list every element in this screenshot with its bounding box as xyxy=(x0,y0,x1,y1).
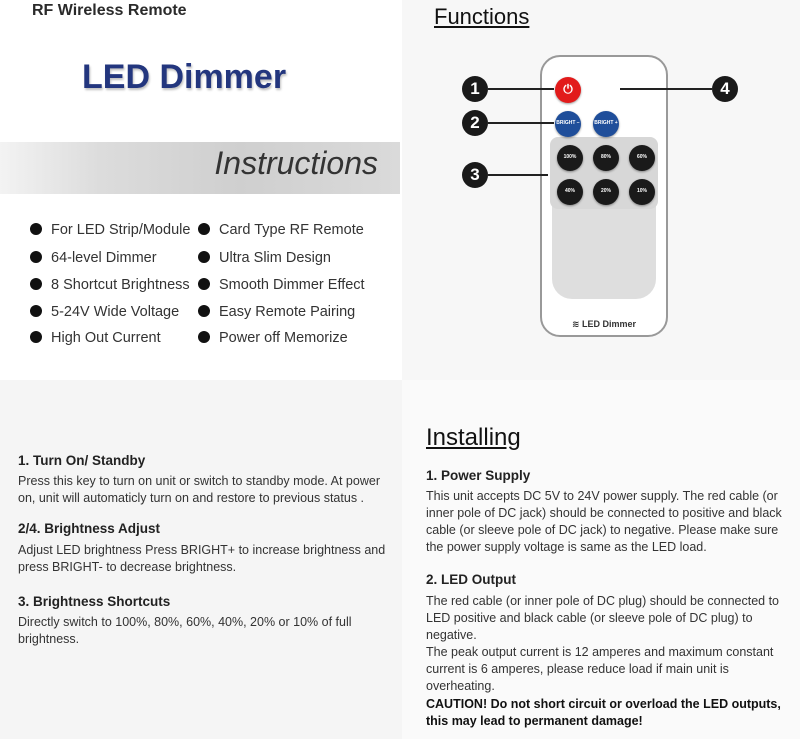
callout-2: 2 xyxy=(462,110,488,136)
feature-item: Easy Remote Pairing xyxy=(198,304,355,320)
callout-line-4 xyxy=(620,88,712,90)
feature-item: 5-24V Wide Voltage xyxy=(30,304,179,320)
power-supply-body: This unit accepts DC 5V to 24V power supply. The red cable (or inner pole of DC jack) should be connected to positive and black cable (or sleeve pole of DC jack) to negative. Please make sure the power supply voltage is same as the LED load. xyxy=(426,489,782,554)
installing-panel xyxy=(402,380,800,739)
functions-title: Functions xyxy=(434,4,530,29)
feature-item: 8 Shortcut Brightness xyxy=(30,277,190,293)
level-10-button: 10% xyxy=(629,179,655,205)
intro-panel xyxy=(0,0,400,380)
feature-item: 64-level Dimmer xyxy=(30,250,157,266)
brightness-adjust-title: 2/4. Brightness Adjust xyxy=(18,521,161,536)
level-60-button: 60% xyxy=(629,145,655,171)
installing-title: Installing xyxy=(426,424,521,451)
turn-on-title: 1. Turn On/ Standby xyxy=(18,453,146,468)
feature-item: Power off Memorize xyxy=(198,330,348,346)
brand-title: RF Wireless Remote xyxy=(32,2,187,19)
bright-minus-button: BRIGHT − xyxy=(555,111,581,137)
callout-line-2 xyxy=(488,122,554,124)
led-output-body-1: The red cable (or inner pole of DC plug) should be connected to LED positive and black cable (or sleeve pole of DC plug) to negative. xyxy=(426,594,779,642)
led-output-body-2: The peak output current is 12 amperes and maximum constant current is 6 amperes, please reduce load if main unit is overheating. xyxy=(426,645,774,693)
level-80-button: 80% xyxy=(593,145,619,171)
callout-1: 1 xyxy=(462,76,488,102)
caution-text: CAUTION! Do not short circuit or overload the LED outputs, this may lead to permanent damage! xyxy=(426,697,781,728)
wifi-icon: ≋ xyxy=(571,319,583,329)
feature-item: For LED Strip/Module xyxy=(30,222,190,238)
instructions-title: Instructions xyxy=(214,145,378,181)
level-40-button: 40% xyxy=(557,179,583,205)
feature-item: Card Type RF Remote xyxy=(198,222,364,238)
level-100-button: 100% xyxy=(557,145,583,171)
callout-4: 4 xyxy=(712,76,738,102)
callout-3: 3 xyxy=(462,162,488,188)
turn-on-body: Press this key to turn on unit or switch to standby mode. At power on, unit will automaticly turn on and restore to previous status . xyxy=(18,474,380,505)
remote-illustration xyxy=(540,55,668,337)
power-supply-title: 1. Power Supply xyxy=(426,468,531,483)
brightness-adjust-body: Adjust LED brightness Press BRIGHT+ to increase brightness and press BRIGHT- to decrease brightness. xyxy=(18,543,386,574)
shortcuts-body: Directly switch to 100%, 80%, 60%, 40%, 20% or 10% of full brightness. xyxy=(18,615,352,646)
bright-plus-button: BRIGHT + xyxy=(593,111,619,137)
callout-line-3 xyxy=(488,174,548,176)
operation-panel xyxy=(0,380,402,739)
functions-panel xyxy=(402,0,800,380)
level-20-button: 20% xyxy=(593,179,619,205)
callout-line-1 xyxy=(488,88,554,90)
feature-item: Ultra Slim Design xyxy=(198,250,331,266)
power-button-icon: ⏻ xyxy=(555,77,581,103)
led-output-title: 2. LED Output xyxy=(426,572,516,587)
feature-item: Smooth Dimmer Effect xyxy=(198,277,365,293)
remote-logo: ≋ LED Dimmer xyxy=(571,319,637,329)
product-title: LED Dimmer xyxy=(82,58,287,96)
feature-item: High Out Current xyxy=(30,330,161,346)
shortcuts-title: 3. Brightness Shortcuts xyxy=(18,594,171,609)
